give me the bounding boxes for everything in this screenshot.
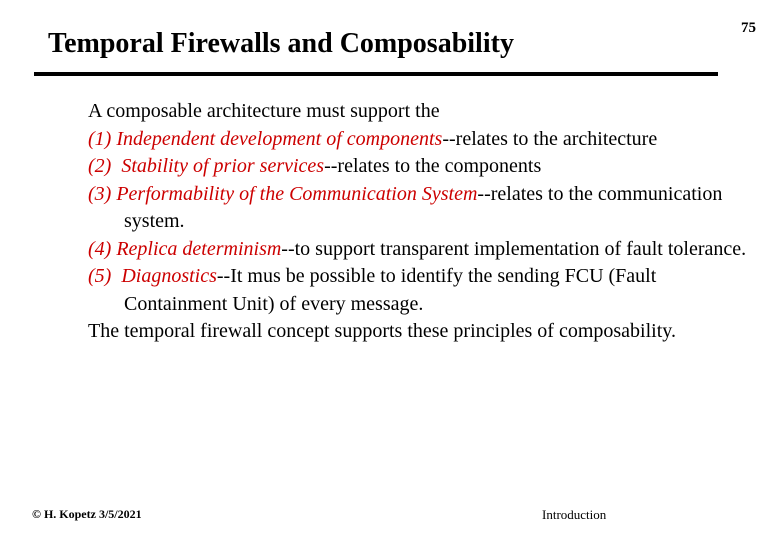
item-emphasis: Performability of the Communication System bbox=[116, 182, 478, 205]
item-number: (1) bbox=[88, 127, 112, 150]
slide-title: Temporal Firewalls and Composability bbox=[48, 28, 514, 59]
item-number: (5) bbox=[88, 265, 112, 287]
footer-copyright: © H. Kopetz 3/5/2021 bbox=[32, 507, 142, 521]
item-number: (3) bbox=[88, 182, 112, 205]
item-rest: --relates to the architecture bbox=[442, 127, 658, 150]
item-emphasis: Replica determinism bbox=[116, 237, 282, 260]
item-rest: --relates to the components bbox=[324, 155, 542, 177]
intro-text: A composable architecture must support the bbox=[88, 100, 440, 122]
item-rest: --to support transparent implementation of fault tolerance. bbox=[281, 237, 747, 260]
page-number: 75 bbox=[741, 20, 756, 36]
item-rest: --relates to the communication system. bbox=[124, 182, 723, 232]
list-item-3 bbox=[88, 181, 748, 236]
item-emphasis: Independent development of components bbox=[116, 127, 443, 150]
item-emphasis: Stability of prior services bbox=[121, 155, 325, 177]
item-emphasis: Diagnostics bbox=[121, 265, 217, 287]
conclusion-text: The temporal firewall concept supports these principles of composability. bbox=[88, 320, 676, 342]
list-item-4 bbox=[88, 236, 748, 264]
footer-section: Introduction bbox=[542, 507, 607, 522]
slide-body bbox=[88, 98, 748, 346]
item-number: (2) bbox=[88, 155, 112, 177]
list-item-1 bbox=[88, 126, 748, 154]
list-item-2 bbox=[88, 153, 748, 181]
item-rest: --It mus be possible to identify the sending FCU (Fault Containment Unit) of every message. bbox=[124, 265, 657, 315]
list-item-5 bbox=[88, 263, 748, 318]
item-number: (4) bbox=[88, 237, 112, 260]
title-divider bbox=[34, 72, 718, 76]
